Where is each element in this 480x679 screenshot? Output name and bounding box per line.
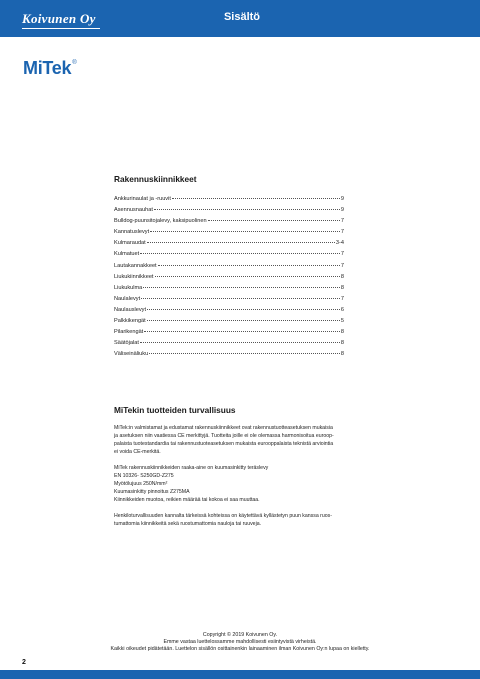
text-line: MiTek rakennuskiinnikkeiden raaka-aine on kuumasinkitty teräslevy: [114, 465, 269, 471]
toc-item-page: 9: [340, 196, 344, 202]
toc-item-page: 8: [340, 284, 344, 291]
toc-leader-dots: [140, 253, 340, 254]
toc-leader-dots: [154, 209, 340, 210]
koivunen-logo: Koivunen Oy: [22, 11, 96, 26]
table-of-contents: [114, 196, 344, 362]
toc-item-label: Kulmatuet: [114, 251, 140, 258]
toc-item: [114, 340, 344, 351]
toc-item: [114, 318, 344, 329]
toc-item-label: Naulauslevyt: [114, 306, 147, 313]
toc-item-page: 7: [340, 218, 344, 225]
toc-item-label: Liukukulma: [114, 284, 143, 291]
toc-leader-dots: [144, 331, 340, 332]
toc-item: [114, 218, 344, 229]
text-line: ei voida CE-merkitä.: [114, 449, 161, 455]
toc-leader-dots: [158, 265, 340, 266]
toc-leader-dots: [147, 320, 340, 321]
toc-item-label: Palkkikengät: [114, 318, 146, 325]
toc-item-label: Kulmaraudat: [114, 240, 146, 247]
safety-text: [114, 424, 354, 536]
toc-item: [114, 229, 344, 240]
bottom-bar: [0, 670, 480, 679]
toc-item-page: 7: [340, 229, 344, 236]
text-line: palaista tuotestandardia tai rakennustuoteasetuksen mukaista eurooppalaista teknistä arviointia: [114, 441, 334, 447]
footer-copyright: Copyright © 2019 Koivunen Oy.: [202, 632, 278, 638]
toc-leader-dots: [147, 242, 335, 243]
toc-leader-dots: [149, 353, 340, 354]
text-line: tumattomia kiinnikkeitä sekä ruostumattomia nauloja tai ruuveja.: [114, 521, 262, 527]
toc-leader-dots: [172, 198, 340, 199]
toc-leader-dots: [141, 298, 340, 299]
toc-item: [114, 251, 344, 262]
toc-item-label: Asennusnauhat: [114, 207, 153, 214]
toc-item-label: Kannatuslevyt: [114, 229, 150, 236]
toc-item-label: Pilarikengät: [114, 329, 144, 336]
toc-item-page: 7: [340, 251, 344, 258]
toc-item-label: Liukukiinnikkeet: [114, 273, 154, 280]
toc-item: [114, 296, 344, 307]
toc-item: [114, 240, 344, 251]
page-title: Sisältö: [223, 11, 261, 23]
toc-item: [114, 196, 344, 207]
toc-item: [114, 274, 344, 285]
toc-item-page: 7: [340, 295, 344, 302]
toc-heading: Rakennuskiinnikkeet: [114, 174, 197, 184]
toc-item-page: 8: [340, 273, 344, 280]
safety-heading: MiTekin tuotteiden turvallisuus: [114, 405, 236, 415]
safety-paragraph-3: [114, 512, 354, 528]
toc-item-label: Väliseinäliuku: [114, 351, 149, 358]
toc-item-label: Bulldog-puunsitojalevy, kaksipuolinen: [114, 218, 207, 225]
toc-item-page: 9: [340, 207, 344, 214]
toc-leader-dots: [147, 309, 340, 310]
toc-item: [114, 263, 344, 274]
text-line: Myötölujuus 250N/mm²: [114, 481, 168, 487]
toc-item: [114, 329, 344, 340]
mitek-logo: MiTek®: [23, 58, 77, 78]
text-line: EN 10326- S250GD-Z275: [114, 473, 174, 479]
toc-item-label: Ankkurinaulat ja -ruuvit: [114, 196, 171, 202]
toc-item-label: Säätöjalat: [114, 340, 139, 347]
toc-leader-dots: [155, 276, 340, 277]
toc-leader-dots: [143, 287, 340, 288]
toc-item-page: 8: [340, 329, 344, 336]
header-bar: [0, 0, 480, 37]
footer-rights: Kaikki oikeudet pidätetään. Luettelon sisällön osittainenkin lainaaminen ilman Koivunen Oy:n lupaa on kielletty.: [110, 646, 370, 653]
toc-item: [114, 207, 344, 218]
footer: [0, 632, 480, 654]
text-line: ja asetuksen niin vaatiessa CE merkittyjä. Tuotteita joille ei ole olemassa harmonisoitua euroop-: [114, 433, 334, 439]
text-line: Kuumasinkitty pinnoitus Z275MA: [114, 489, 190, 495]
text-line: MiTek:in valmistamat ja edustamat rakennuskiinnikkeet ovat rakennustuotteasetuksen mukaisia: [114, 425, 333, 431]
toc-item: [114, 351, 344, 362]
toc-leader-dots: [140, 342, 340, 343]
toc-item-page: 8: [340, 351, 344, 358]
toc-leader-dots: [208, 220, 340, 221]
toc-item-page: 8: [340, 340, 344, 347]
footer-disclaimer: Emme vastaa luettelossamme mahdollisesti esiintyvistä virheistä.: [163, 639, 317, 646]
page-number: 2: [22, 659, 26, 666]
toc-leader-dots: [150, 231, 340, 232]
safety-paragraph-2: [114, 464, 354, 504]
toc-item-page: 6: [340, 306, 344, 313]
text-line: Kiinnikkeiden muotoa, reikien määrää tai kokoa ei saa muuttaa.: [114, 497, 260, 503]
safety-paragraph-1: [114, 424, 354, 456]
toc-item: [114, 285, 344, 296]
toc-item-label: Naulalevyt: [114, 295, 141, 302]
toc-item-page: 5: [340, 318, 344, 325]
toc-item: [114, 307, 344, 318]
toc-item-label: Lautakannakkeet: [114, 262, 157, 269]
toc-item-page: 3-4: [335, 240, 344, 247]
toc-item-page: 7: [340, 262, 344, 269]
text-line: Henkiloturvallisuuden kannalta tärkeissä kohteissa on käytettävä kyllästetyn puun kanssa ruos-: [114, 513, 332, 519]
